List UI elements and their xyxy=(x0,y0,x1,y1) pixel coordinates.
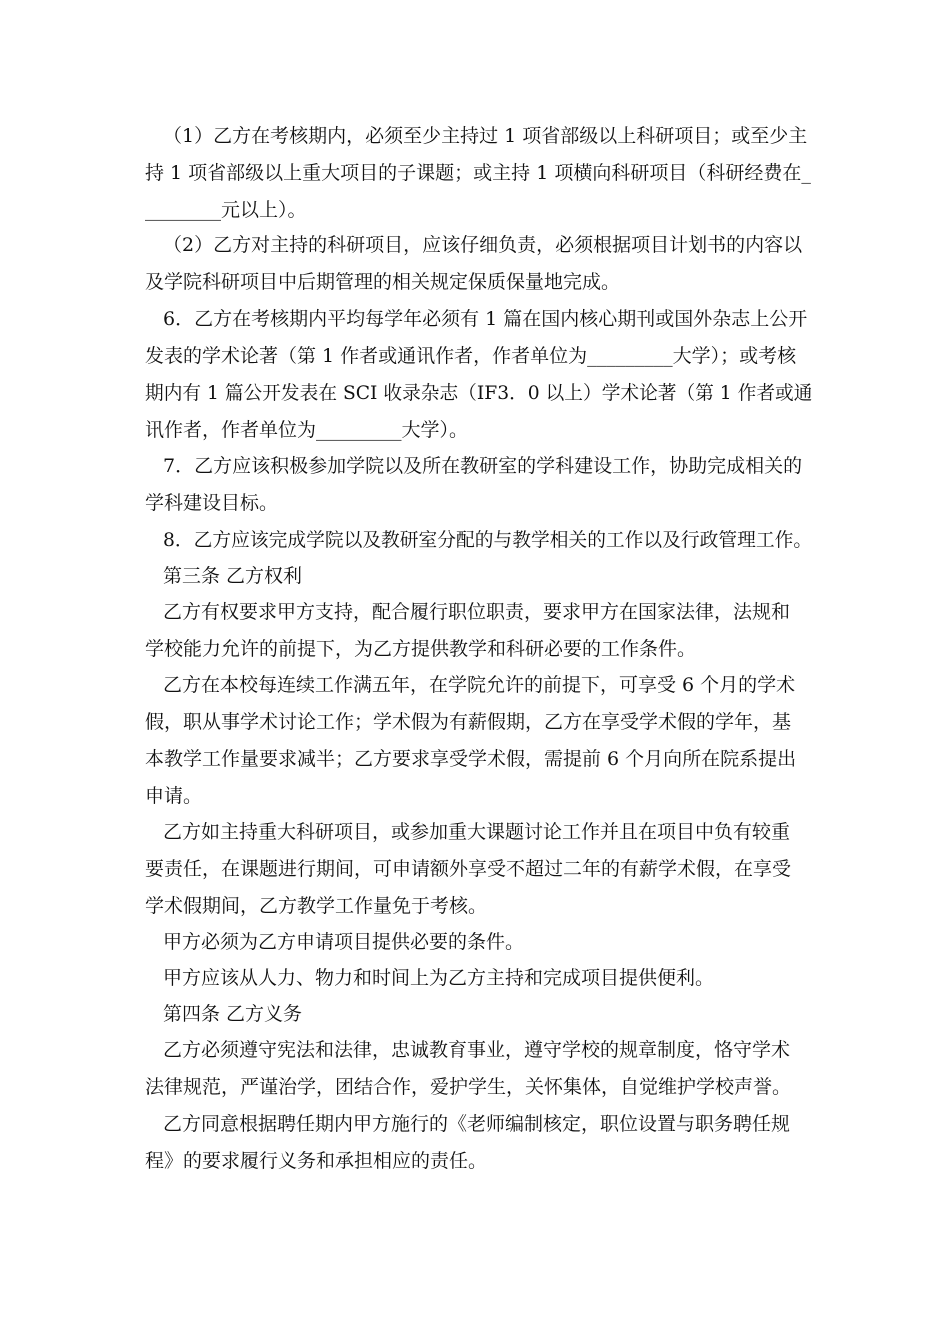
text-line: 乙方同意根据聘任期内甲方施行的《老师编制核定，职位设置与职务聘任规 xyxy=(163,1113,791,1135)
text-line: 要责任，在课题进行期间，可申请额外享受不超过二年的有薪学术假，在享受 xyxy=(145,858,792,880)
text-line: 假，职从事学术讨论工作；学术假为有薪假期，乙方在享受学术假的学年，基 xyxy=(145,711,792,733)
text-line: 及学院科研项目中后期管理的相关规定保质保量地完成。 xyxy=(145,271,621,293)
text-line: 乙方必须遵守宪法和法律，忠诚教育事业，遵守学校的规章制度，恪守学术 xyxy=(163,1039,791,1061)
text-line: 申请。 xyxy=(145,785,203,807)
text-line: 期内有 1 篇公开发表在 SCI 收录杂志（IF3．0 以上）学术论著（第 1 作者或通 xyxy=(145,382,813,404)
text-line: 6．乙方在考核期内平均每学年必须有 1 篇在国内核心期刊或国外杂志上公开 xyxy=(163,308,808,330)
text-line: 乙方在本校每连续工作满五年，在学院允许的前提下，可享受 6 个月的学术 xyxy=(163,674,796,696)
text-line: 乙方如主持重大科研项目，或参加重大课题讨论工作并且在项目中负有较重 xyxy=(163,821,791,843)
text-line: （2）乙方对主持的科研项目，应该仔细负责，必须根据项目计划书的内容以 xyxy=(163,234,803,256)
text-line: 8．乙方应该完成学院以及教研室分配的与教学相关的工作以及行政管理工作。 xyxy=(163,529,813,551)
text-line: 甲方必须为乙方申请项目提供必要的条件。 xyxy=(163,931,525,953)
text-line: 乙方有权要求甲方支持，配合履行职位职责，要求甲方在国家法律，法规和 xyxy=(163,601,791,623)
section-heading: 第四条 乙方义务 xyxy=(163,1003,303,1025)
text-line: 学术假期间，乙方教学工作量免于考核。 xyxy=(145,895,488,917)
text-line: 甲方应该从人力、物力和时间上为乙方主持和完成项目提供便利。 xyxy=(163,967,715,989)
text-line: 讯作者，作者单位为_________大学）。 xyxy=(145,419,469,441)
text-line: 学科建设目标。 xyxy=(145,492,279,514)
text-line: 持 1 项省部级以上重大项目的子课题；或主持 1 项横向科研项目（科研经费在_ xyxy=(145,162,811,184)
text-line: 发表的学术论著（第 1 作者或通讯作者，作者单位为_________大学）；或考核 xyxy=(145,345,797,367)
text-line: 7．乙方应该积极参加学院以及所在教研室的学科建设工作，协助完成相关的 xyxy=(163,455,803,477)
text-line: 程》的要求履行义务和承担相应的责任。 xyxy=(145,1150,488,1172)
text-line: 学校能力允许的前提下，为乙方提供教学和科研必要的工作条件。 xyxy=(145,638,697,660)
text-line: 本教学工作量要求减半；乙方要求享受学术假，需提前 6 个月向所在院系提出 xyxy=(145,748,797,770)
text-line: ________元以上）。 xyxy=(145,199,307,221)
section-heading: 第三条 乙方权利 xyxy=(163,565,303,587)
text-line: （1）乙方在考核期内，必须至少主持过 1 项省部级以上科研项目；或至少主 xyxy=(163,125,808,147)
text-line: 法律规范，严谨治学，团结合作，爱护学生，关怀集体，自觉维护学校声誉。 xyxy=(145,1076,792,1098)
